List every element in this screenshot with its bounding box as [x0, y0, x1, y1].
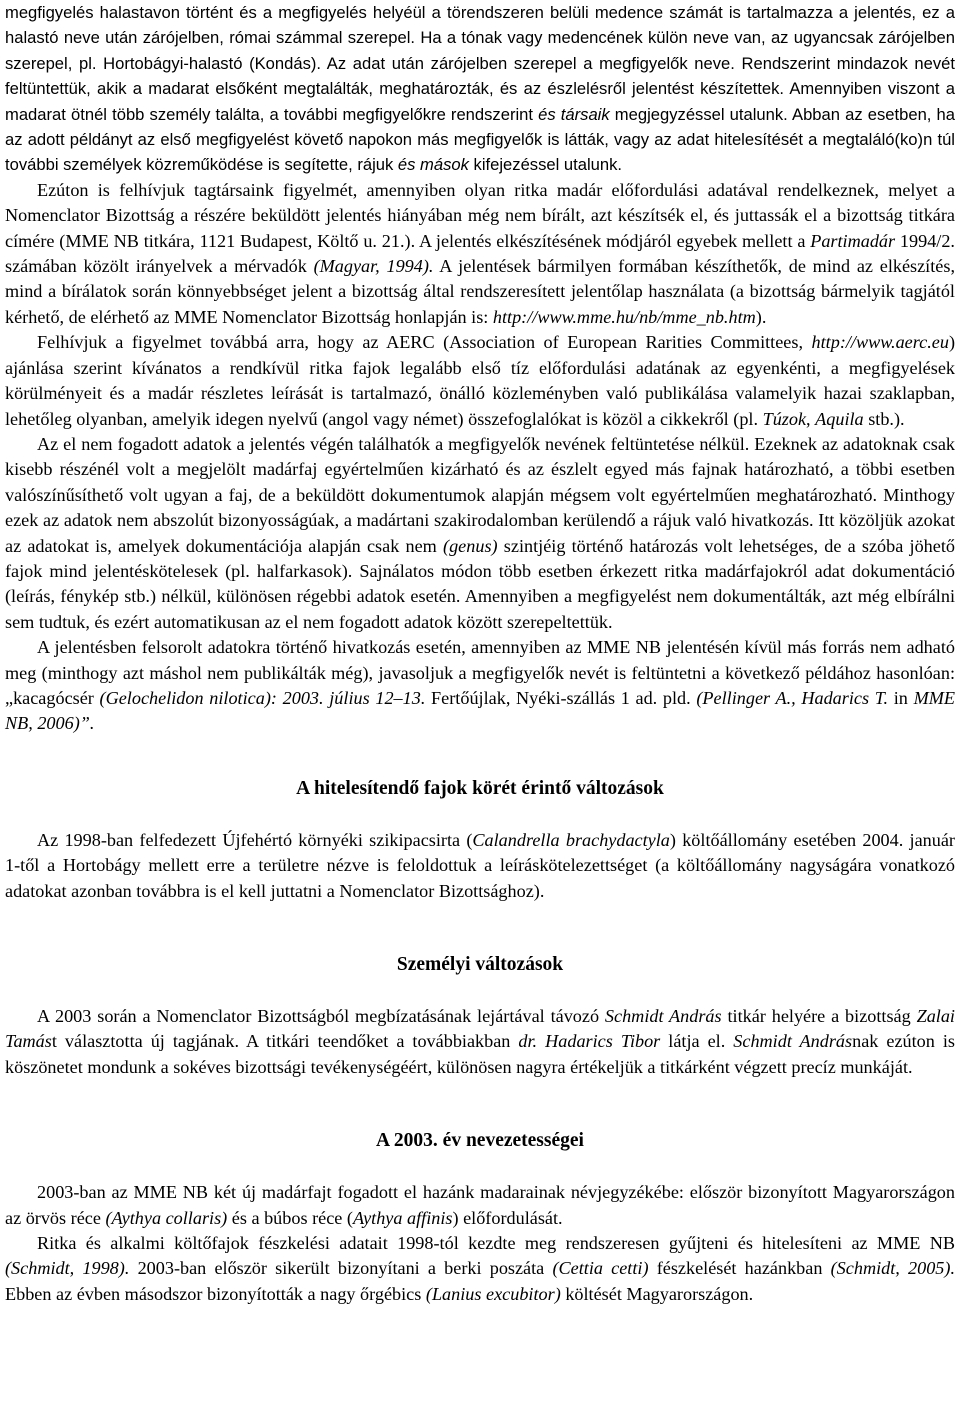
italic-text: és társaik [538, 104, 610, 124]
paragraph-new-species [5, 1180, 955, 1231]
url-text: http://www.aerc.eu [811, 332, 949, 353]
text: és a búbos réce ( [227, 1207, 353, 1228]
section-heading-personnel-changes: Személyi változások [396, 954, 564, 975]
text: t választotta új tagjának. A titkári teendőket a továbbiakban [51, 1031, 519, 1052]
italic-text: Schmidt András [604, 1006, 722, 1026]
text: költését Magyarországon. [560, 1283, 754, 1304]
text: Ebben az évben másodszor bizonyították a nagy őrgébics [5, 1283, 426, 1304]
italic-text: (Cettia cetti) [552, 1258, 649, 1279]
text: stb.). [863, 408, 905, 429]
text: megjegyzéssel utalunk. Abban az esetben, ha az adott példányt az első megfigyelést követő napokon más megfigyelők is látták, vagy az adat hitelesítését a megtaláló(ko)n túl további személyek közreműködése is segítette, rájuk [5, 104, 955, 175]
section-heading-year-highlights: A 2003. év nevezetességei [376, 1130, 584, 1152]
italic-text: dr. Hadarics Tibor [518, 1031, 661, 1052]
italic-text: (Magyar, 1994). [313, 256, 434, 277]
text: Ezúton is felhívjuk tagtársaink figyelmét, amennyiben olyan ritka madár előfordulási adatával rendelkeznek, melyet a Nomenclator Bizottság a részére beküldött jelentés hiányában még nem bírált, azt készítsék el, és juttassák el a bizottság titkára címére (MME NB titkára, 1121 Budapest, Költő u. 21.). A jelentés elkészítésének módjáról egyebek mellett a [5, 179, 955, 251]
paragraph-personnel-changes [5, 1004, 955, 1080]
text: in [888, 687, 914, 708]
text: 2003-ban először sikerült bizonyítani a berki poszáta [129, 1258, 553, 1279]
text: Ritka és alkalmi költőfajok fészkelési adatait 1998-tól kezdte meg rendszeresen gyűjteni és hitelesíteni az MME NB [37, 1233, 955, 1254]
paragraph-citation-example [5, 635, 955, 737]
text: 1994/2. számában közölt irányelvek a mérvadók [5, 230, 955, 277]
italic-text: Zalai Tamás [5, 1006, 955, 1052]
paragraph-aerc-recommendation [5, 330, 955, 432]
text: ) ajánlása szerint kívánatos a rendkívül ritka fajok legalább első tíz előfordulási adatának az egyenkénti, a megfigyelések körülményeit és a madár részletes leírását is tartalmazó, önálló közleményben való publikálása valamelyik hazai szaklapban, lehetőleg olyanban, amelyik idegen nyelvű (angol vagy német) összefoglalókat is közöl a cikkekről (pl. [5, 332, 955, 429]
text: megfigyelés halastavon történt és a megfigyelés helyéül a törendszeren belüli medence számát is tartalmazza a jelentés, ez a halastó neve után zárójelben, római számmal szerepel. Ha a tónak vagy medencének külön neve van, az ugyancsak zárójelben szerepel, pl. Hortobágyi-halastó (Kondás). Az adat után zárójelben szerepel a megfigyelők neve. Rendszerint mindazok nevét feltüntettük, akik a madarat elsőként megtalálták, meghatározták, és az észlelésről jelentést készítettek. Amennyiben viszont a madarat ötnél több személy találta, a további megfigyelőkre rendszerint [5, 3, 955, 124]
text: ). [755, 306, 767, 327]
italic-text: Calandrella brachydactyla [472, 829, 670, 850]
italic-text: (Aythya collaris) [105, 1207, 228, 1228]
text: ) költőállomány esetében 2004. január 1-től a Hortobágy mellett erre a területre nézve is feloldottuk a leíráskötelezettséget (a költőállomány nagyságára vonatkozó adatokat azonban továbbra is el kell juttatni a Nomenclator Bizottsághoz). [5, 829, 955, 901]
italic-text: MME NB, 2006)”. [5, 687, 956, 734]
text: Fertőújlak, Nyéki-szállás 1 ad. pld. [425, 687, 697, 708]
italic-text: (Lanius excubitor) [425, 1283, 561, 1304]
italic-text: (Schmidt, 2005). [830, 1258, 955, 1279]
text: Felhívjuk a figyelmet továbbá arra, hogy az AERC (Association of European Rarities Committees, [37, 332, 812, 353]
paragraph-breeding-records [5, 1231, 955, 1307]
italic-text: (Gelochelidon nilotica): 2003. július 12–13. [99, 687, 426, 708]
paragraph-observer-notation [5, 0, 955, 178]
text: A jelentések bármilyen formában készíthetők, de mind az elkészítés, mind a bírálatok során könnyebbséget jelent a bizottság által rendszeresített jelentőlap használata (a bizottság bármelyik tagjától kérhető, de elérhető az MME Nomenclator Bizottság honlapján is: [5, 256, 955, 327]
text: fészkelését hazánkban [648, 1258, 831, 1279]
text: Az el nem fogadott adatok a jelentés végén találhatók a megfigyelők nevének feltüntetése nélkül. Ezeknek az adatoknak csak kisebb részénél volt a megjelölt madárfaj egyértelműen kizárható és az észlelt egyed más fajnak határozható, a többi esetben valószínűsíthető volt ugyan a faj, de a beküldött dokumentumok alapján mégsem volt egyértelműen meghatározható. Minthogy ezek az adatok nem abszolút bizonyosságúak, a madártani szakirodalomban kerülendő a rájuk való hivatkozás. Itt közöljük azokat az adatokat is, amelyek dokumentációja alapján csak nem [5, 433, 955, 556]
text: titkár helyére a bizottság [721, 1006, 917, 1026]
paragraph-report-request [5, 178, 955, 330]
text: Az 1998-ban felfedezett Újfehértó környéki szikipacsirta ( [37, 829, 473, 850]
paragraph-rejected-records [5, 432, 955, 635]
italic-text: és mások [397, 155, 469, 175]
url-text: http://www.mme.hu/nb/mme_nb.htm [492, 306, 756, 327]
text: A 2003 során a Nomenclator Bizottságból megbízatásának lejártával távozó [37, 1006, 605, 1026]
text: látja el. [660, 1031, 734, 1052]
italic-text: (Schmidt, 1998). [5, 1258, 130, 1279]
text: nak ezúton is köszönetet mondunk a sokéves bizottsági tevékenységéért, különösen nagyra értékeljük a titkárként végzett precíz munkáját. [5, 1031, 956, 1077]
italic-text: Partimadár [810, 230, 896, 251]
italic-text: (genus) [443, 535, 498, 556]
italic-text: Aquila [815, 408, 864, 429]
section-heading-species-changes: A hitelesítendő fajok körét érintő változások [296, 777, 664, 799]
document-page [5, 0, 955, 1307]
italic-text: (Pellinger A., Hadarics T. [696, 687, 889, 708]
italic-text: Aythya affinis [352, 1207, 453, 1228]
paragraph-species-changes [5, 828, 955, 904]
italic-text: Schmidt András [733, 1031, 853, 1052]
italic-text: Túzok [762, 408, 807, 429]
text: szintjéig történő határozás volt lehetséges, de a szóba jöhető fajok mind jelentéskötelesek (pl. halfarkasok). Sajnálatos módon több esetben érkezett ritka madárfajokról adat dokumentáció (leírás, fénykép stb.) nélkül, különösen régebbi adatok esetén. Amennyiben a megfigyelést nem dokumentálták, azt még elbírálni sem tudtuk, és ezért automatikusan az el nem fogadott adatok között szerepeltettük. [5, 535, 955, 632]
text: 2003-ban az MME NB két új madárfajt fogadott el hazánk madarainak névjegyzékébe: először bizonyított Magyarországon az örvös réce [5, 1182, 955, 1228]
text: kifejezéssel utalunk. [468, 155, 623, 175]
text: A jelentésben felsorolt adatokra történő hivatkozás esetén, amennyiben az MME NB jelentésén kívül más forrás nem adható meg (minthogy azt máshol nem publikálták még), javasoljuk a megfigyelők nevét is feltüntetni a következő példához hasonlóan: „kacagócsér [5, 637, 955, 708]
text: ) előfordulását. [452, 1207, 563, 1228]
text: , [806, 408, 816, 429]
